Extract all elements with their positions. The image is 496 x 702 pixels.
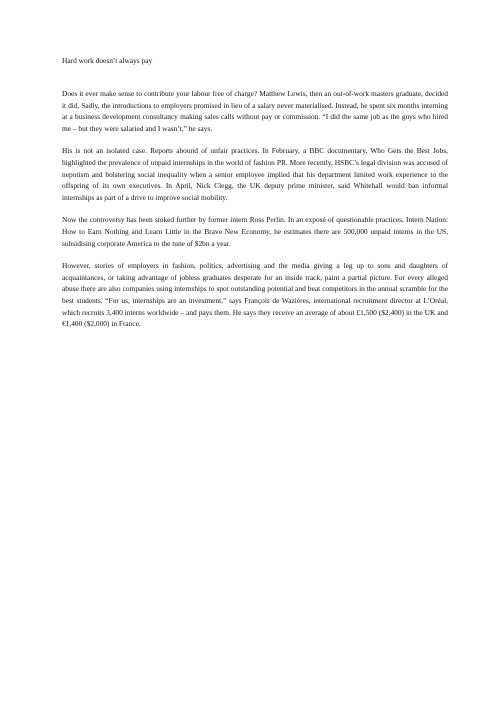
paragraph: His is not an isolated case. Reports abound of unfair practices. In February, a BBC documentary, Who Gets the Best Jobs, highlighted the prevalence of unpaid internships in the world of fashion PR. More recently, HSBC’s legal division was accused of nepotism and bolstering social inequality when a senior employee implied that his department limited work experience to the offspring of its own executives. In April, Nick Clegg, the UK deputy prime minister, said Whitehall would ban informal internships as part of a drive to improve social mobility. [62, 146, 448, 202]
paragraph: Does it ever make sense to contribute your labour free of charge? Matthew Lewis, then an out-of-work masters graduate, decided it did. Sadly, the introductions to employers promised in lieu of a salary never materialised. Instead, he spent six months interning at a business development consultancy making sales calls without pay or commission. “I did the same job as the guys who hired me – but they were salaried and I wasn’t,” he says. [62, 89, 448, 133]
paragraph: However, stories of employers in fashion, politics, advertising and the media giving a leg up to sons and daughters of acquaintances, or taking advantage of jobless graduates desperate for an inside track, paint a partial picture. For every alleged abuse there are also companies using internships to spot outstanding potential and beat competitors in the annual scramble for the best students. “For us, internships are an investment,” says François de Wazières, international recruitment director at L’Oréal, which recruits 3,400 interns worldwide – and pays them. He says they receive an average of about £1,500 ($2,400) in the UK and €1,400 ($2,000) in France. [62, 261, 448, 329]
paragraph: Now the controversy has been stoked further by former intern Ross Perlin. In an exposé of questionable practices, Intern Nation: How to Earn Nothing and Learn Little in the Brave New Economy, he estimates there are 500,000 unpaid interns in the US, subsidising corporate America to the tune of $2bn a year. [62, 215, 448, 248]
document-title: Hard work doesn’t always pay [62, 56, 153, 65]
